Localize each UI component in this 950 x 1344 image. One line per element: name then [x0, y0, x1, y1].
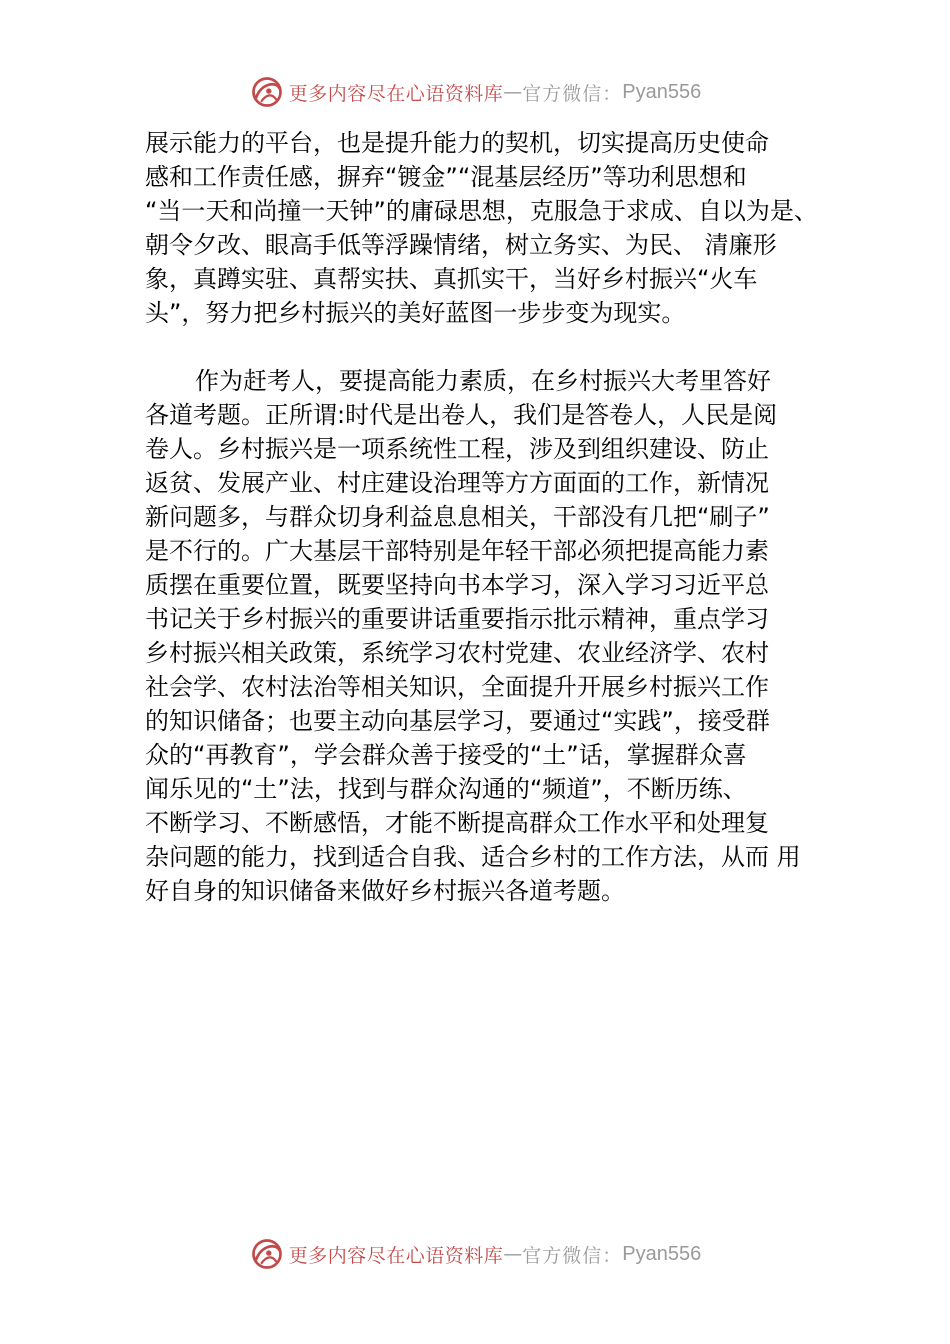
watermark-brand-text: 更多内容尽在心语资料库 [288, 82, 504, 105]
text-line: 返贫、发展产业、村庄建设治理等方方面面的工作，新情况 [145, 469, 769, 497]
text-line: 朝令夕改、眼高手低等浮躁情绪，树立务实、为民、 清廉形 [145, 231, 777, 259]
watermark-wechat-id: Pyan556 [622, 80, 702, 103]
watermark-separator: — [503, 1243, 523, 1265]
text-line: 好自身的知识储备来做好乡村振兴各道考题。 [145, 877, 625, 905]
text-line: 闻乐见的“土”法，找到与群众沟通的“频道”，不断历练、 [145, 775, 747, 803]
watermark-wechat-label: 官方微信： [522, 82, 623, 105]
text-line-first [145, 364, 810, 398]
swirl-logo-icon [249, 1236, 285, 1272]
text-line: 卷人。乡村振兴是一项系统性工程，涉及到组织建设、防止 [145, 435, 769, 463]
text-line: 书记关于乡村振兴的重要讲话重要指示批示精神，重点学习 [145, 605, 769, 633]
watermark-separator: — [503, 81, 523, 103]
footer-watermark [0, 1232, 950, 1276]
text-line: 不断学习、不断感悟，才能不断提高群众工作水平和处理复 [145, 809, 769, 837]
text-line: 作为赶考人，要提高能力素质，在乡村振兴大考里答好 [195, 367, 771, 395]
paragraph-2 [145, 364, 810, 908]
text-line: 是不行的。广大基层干部特别是年轻干部必须把提高能力素 [145, 537, 769, 565]
text-line: 的知识储备；也要主动向基层学习，要通过“实践”，接受群 [145, 707, 770, 735]
text-line: 杂问题的能力，找到适合自我、适合乡村的工作方法，从而 用 [145, 843, 801, 871]
watermark-wechat-id: Pyan556 [622, 1242, 702, 1265]
text-line: 质摆在重要位置，既要坚持向书本学习，深入学习习近平总 [145, 571, 769, 599]
text-line: “当一天和尚撞一天钟”的庸碌思想，克服急于求成、自以为是、 [145, 197, 818, 225]
text-line: 社会学、农村法治等相关知识，全面提升开展乡村振兴工作 [145, 673, 769, 701]
swirl-logo-icon [249, 74, 285, 110]
text-line: 各道考题。正所谓:时代是出卷人，我们是答卷人，人民是阅 [145, 401, 778, 429]
watermark-wechat-label: 官方微信： [522, 1244, 623, 1267]
document-body [145, 126, 818, 908]
text-line: 众的“再教育”，学会群众善于接受的“土”话，掌握群众喜 [145, 741, 747, 769]
text-line: 乡村振兴相关政策，系统学习农村党建、农业经济学、农村 [145, 639, 769, 667]
paragraph-1 [145, 126, 818, 330]
text-line: 新问题多，与群众切身利益息息相关，干部没有几把“刷子” [145, 503, 770, 531]
text-line: 展示能力的平台，也是提升能力的契机，切实提高历史使命 [145, 129, 769, 157]
watermark-brand-text: 更多内容尽在心语资料库 [288, 1244, 504, 1267]
text-line: 感和工作责任感，摒弃“镀金”“混基层经历”等功利思想和 [145, 163, 747, 191]
text-line: 象，真蹲实驻、真帮实扶、真抓实干，当好乡村振兴“火车 [145, 265, 758, 293]
header-watermark [0, 70, 950, 114]
text-line: 头”，努力把乡村振兴的美好蓝图一步步变为现实。 [145, 299, 686, 327]
